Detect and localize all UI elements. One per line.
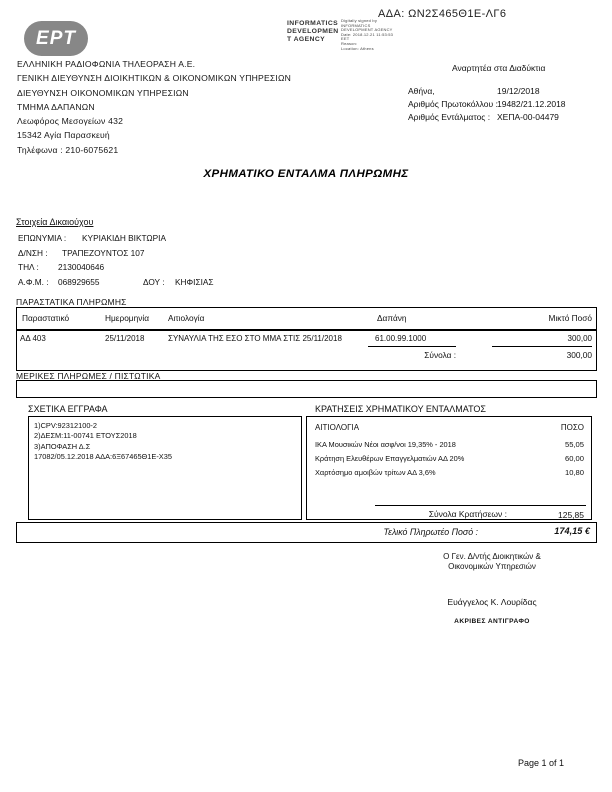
deductions-total-label: Σύνολα Κρατήσεων : (428, 509, 507, 519)
beneficiary-name-value: ΚΥΡΙΑΚΙΔΗ ΒΙΚΤΩΡΙΑ (82, 233, 166, 243)
org-line-company: ΕΛΛΗΝΙΚΗ ΡΑΔΙΟΦΩΝΙΑ ΤΗΛΕΟΡΑΣΗ Α.Ε. (17, 59, 196, 69)
deduction-reason: Κράτηση Ελευθέρων Επαγγελματιών ΑΔ 20% (315, 454, 465, 463)
page-number: Page 1 of 1 (518, 758, 565, 768)
column-description: Αιτιολογία (168, 313, 205, 323)
ert-logo (24, 21, 88, 56)
column-document: Παραστατικό (22, 313, 70, 323)
document-title: ΧΡΗΜΑΤΙΚΟ ΕΝΤΑΛΜΑ ΠΛΗΡΩΜΗΣ (203, 168, 409, 180)
row-document: ΑΔ 403 (20, 334, 46, 343)
deduction-amount: 10,80 (564, 468, 584, 477)
related-doc-line: 3)ΑΠΟΦΑΣΗ Δ.Σ (34, 441, 91, 451)
beneficiary-name-label: ΕΠΩΝΥΜΙΑ : (18, 233, 67, 243)
final-amount-value: 174,15 € (554, 526, 590, 536)
deductions-total-rule (375, 505, 586, 506)
deductions-amount-column: ΠΟΣΟ (560, 423, 584, 432)
deductions-total-value: 125,85 (558, 510, 584, 520)
internet-posting-note: Αναρτητέα στα Διαδύκτια (452, 63, 546, 73)
deductions-heading: ΚΡΑΤΗΣΕΙΣ ΧΡΗΜΑΤΙΚΟΥ ΕΝΤΑΛΜΑΤΟΣ (315, 404, 486, 414)
deductions-reason-column: ΑΙΤΙΟΛΟΓΙΑ (315, 423, 360, 432)
related-doc-line: 17082/05.12.2018 ΑΔΑ:6Ξ67465Θ1Ε-Χ35 (34, 451, 172, 461)
agency-line: T AGENCY (287, 36, 326, 43)
table-totals-value: 300,00 (566, 350, 592, 360)
org-line-directorate: ΔΙΕΥΘΥΝΣΗ ΟΙΚΟΝΟΜΙΚΩΝ ΥΠΗΡΕΣΙΩΝ (17, 87, 189, 98)
org-line-city: 15342 Αγία Παρασκευή (17, 130, 110, 141)
org-line-department: ΤΜΗΜΑ ΔΑΠΑΝΩΝ (17, 101, 95, 112)
city-label: Αθήνα, (408, 86, 435, 96)
stamp-line: DEVELOPMENT AGENCY (341, 27, 393, 33)
beneficiary-heading: Στοιχεία Δικαιούχου (16, 217, 94, 227)
row-gross-amount: 300,00 (567, 334, 592, 343)
payment-documents-heading: ΠΑΡΑΣΤΑΤΙΚΑ ΠΛΗΡΩΜΗΣ (16, 297, 127, 307)
final-amount-label: Τελικό Πληρωτέο Ποσό : (383, 527, 478, 537)
signatory-role-line: Ο Γεν. Δ/ντής Διοικητικών & (443, 552, 541, 561)
protocol-value: 19482/21.12.2018 (497, 99, 566, 109)
org-line-general-directorate: ΓΕΝΙΚΗ ΔΙΕΥΘΥΝΣΗ ΔΙΟΙΚΗΤΙΚΩΝ & ΟΙΚΟΝΟΜΙΚΩΝ ΥΠΗΡΕΣΙΩΝ (17, 73, 292, 84)
ada-label: ΑΔΑ: (378, 8, 405, 20)
deduction-amount: 60,00 (564, 454, 584, 463)
deduction-amount: 55,05 (564, 440, 584, 449)
column-gross-amount: Μικτό Ποσό (548, 313, 592, 323)
beneficiary-phone-value: 2130040646 (58, 262, 105, 272)
stamp-line: Date: 2018.12.21 11:53:53 (341, 31, 394, 37)
column-expense: Δαπάνη (377, 313, 407, 323)
row-date: 25/11/2018 (105, 334, 145, 343)
deduction-reason: Χαρτόσημο αμοιβών τρίτων ΑΔ 3,6% (315, 468, 436, 477)
certified-copy-label: ΑΚΡΙΒΕΣ ΑΝΤΙΓΡΑΦΟ (454, 618, 530, 625)
partial-payments-heading: ΜΕΡΙΚΕΣ ΠΛΗΡΩΜΕΣ / ΠΙΣΤΩΤΙΚΑ (16, 371, 161, 381)
stamp-line: Digitally signed by (341, 18, 378, 23)
related-documents-box (28, 416, 302, 520)
expense-column-rule (368, 346, 456, 347)
warrant-number-label: Αριθμός Εντάλματος : (408, 112, 491, 122)
row-expense-code: 61.00.99.1000 (375, 334, 427, 343)
beneficiary-doy-value: ΚΗΦΙΣΙΑΣ (175, 277, 214, 287)
amount-column-rule (492, 346, 592, 347)
deduction-reason: ΙΚΑ Μουσικών Νέοι ασφ/νοι 19,35% - 2018 (315, 440, 456, 449)
agency-line: INFORMATICS (287, 20, 339, 27)
partial-payments-box (16, 380, 597, 398)
related-doc-line: 1)CPV:92312100-2 (34, 421, 98, 430)
beneficiary-doy-label: ΔΟΥ : (143, 277, 165, 287)
protocol-label: Αριθμός Πρωτοκόλλου : (408, 99, 498, 109)
stamp-line: INFORMATICS (341, 22, 371, 28)
stamp-line: EET (341, 36, 350, 42)
beneficiary-address-value: ΤΡΑΠΕΖΟΥΝΤΟΣ 107 (62, 248, 145, 258)
ert-logo-text: EPT (36, 27, 76, 49)
signatory-name: Ευάγγελος Κ. Λουρίδας (447, 597, 537, 607)
stamp-line: Reason: (341, 40, 358, 46)
stamp-line: Location: Athens (341, 45, 374, 51)
signatory-role (402, 552, 582, 572)
organization-block (17, 57, 291, 157)
deductions-box (306, 416, 592, 520)
row-description: ΣΥΝΑΥΛΙΑ ΤΗΣ ΕΣΟ ΣΤΟ ΜΜΑ ΣΤΙΣ 25/11/2018 (168, 334, 342, 343)
beneficiary-phone-label: ΤΗΛ : (18, 262, 39, 272)
related-documents-heading: ΣΧΕΤΙΚΑ ΕΓΓΡΑΦΑ (28, 404, 108, 414)
beneficiary-afm-label: Α.Φ.Μ. : (18, 277, 49, 287)
org-line-phone: Τηλέφωνα : 210-6075621 (17, 144, 119, 155)
ada-value: ΩΝ2Σ465Θ1Ε-ΛΓ6 (408, 8, 507, 20)
table-totals-label: Σύνολα : (424, 350, 456, 360)
warrant-number-value: ΧΕΠΑ-00-04479 (497, 112, 559, 122)
document-date: 19/12/2018 (497, 86, 540, 96)
signatory-role-line: Οικονομικών Υπηρεσιών (448, 562, 536, 571)
digital-signature-stamp (341, 19, 393, 51)
ada-number (378, 8, 506, 20)
column-date: Ημερομηνία (105, 313, 149, 323)
beneficiary-afm-value: 068929655 (58, 277, 100, 287)
beneficiary-address-label: Δ/ΝΣΗ : (18, 248, 48, 258)
related-doc-line: 2)ΔΕΣΜ:11-00741 ΕΤΟΥΣ2018 (34, 431, 137, 441)
agency-line: DEVELOPMEN (287, 28, 339, 35)
signature-agency-name (287, 20, 339, 44)
org-line-street: Λεωφόρος Μεσογείων 432 (17, 116, 124, 127)
